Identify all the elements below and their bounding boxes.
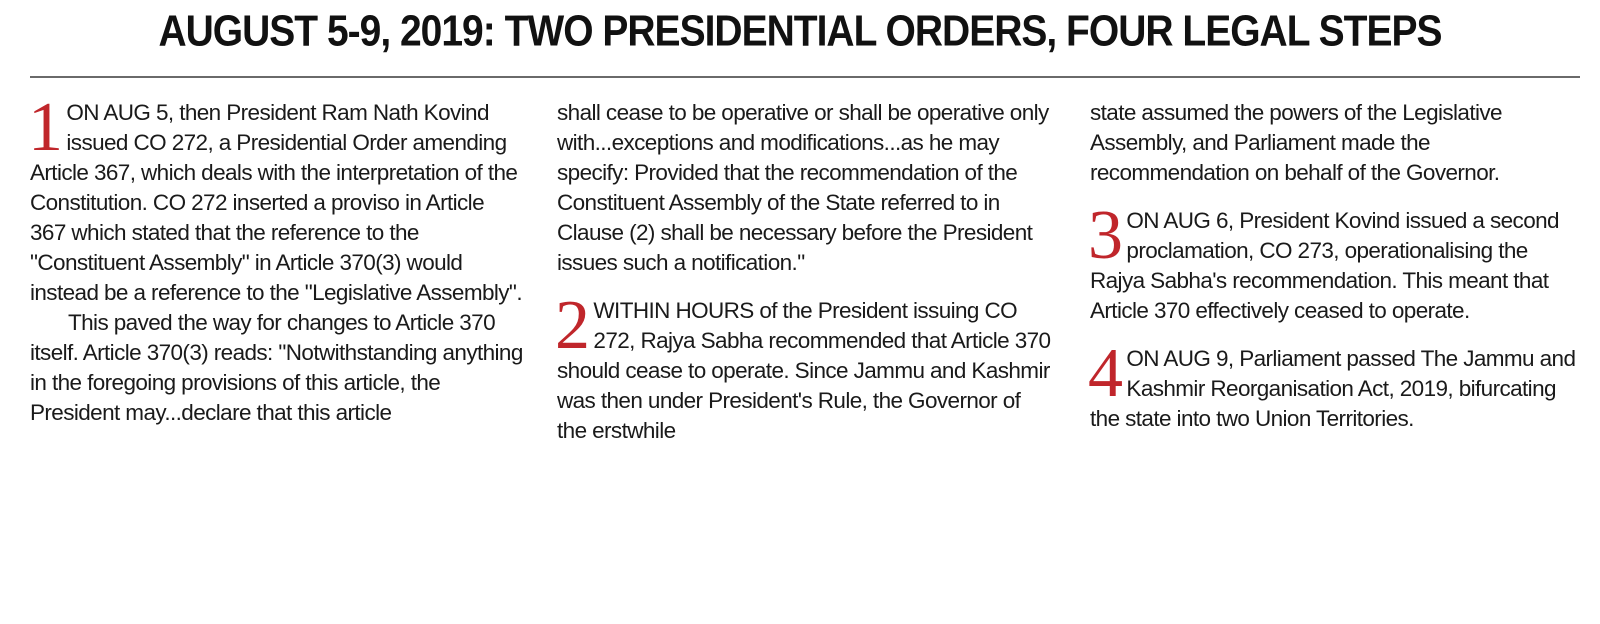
step-1-paragraph xyxy=(28,89,525,308)
headline: AUGUST 5-9, 2019: TWO PRESIDENTIAL ORDERS, FOUR LEGAL STEPS xyxy=(158,7,1442,56)
step-2-text: WITHIN HOURS of the President issuing CO 272, Rajya Sabha recommended that Article 370 should cease to operate. Since Jammu and Kashmir was then under President's Rule, the Governor of the erstwhile xyxy=(557,298,1051,443)
step-1-paragraph-2: This paved the way for changes to Article 370 itself. Article 370(3) reads: "Notwithstanding anything in the foregoing provisions of this article, the President may...declare that this article xyxy=(30,310,523,425)
step-4-number: 4 xyxy=(1088,335,1123,412)
step-4-paragraph xyxy=(1088,335,1585,434)
step-2-continuation: state assumed the powers of the Legislative Assembly, and Parliament made the recommendation on behalf of the Governor. xyxy=(1090,100,1502,185)
step-1-number: 1 xyxy=(28,89,63,166)
step-3-paragraph xyxy=(1088,197,1585,326)
step-2-paragraph xyxy=(555,287,1052,446)
step-2-number: 2 xyxy=(555,287,590,364)
step-4-text: ON AUG 9, Parliament passed The Jammu and Kashmir Reorganisation Act, 2019, bifurcating the state into two Union Territories. xyxy=(1090,346,1576,431)
column-3 xyxy=(1090,98,1585,434)
step-3-number: 3 xyxy=(1088,197,1123,274)
step-3-text: ON AUG 6, President Kovind issued a second proclamation, CO 273, operationalising the Rajya Sabha's recommendation. This meant that Article 370 effectively ceased to operate. xyxy=(1090,208,1559,323)
column-1 xyxy=(28,89,525,428)
step-1-text: ON AUG 5, then President Ram Nath Kovind issued CO 272, a Presidential Order amending Article 367, which deals with the interpretation of the Constitution. CO 272 inserted a proviso in Article 367 which stated that the reference to the "Constituent Assembly" in Article 370(3) would instead be a reference to the "Legislative Assembly". xyxy=(30,100,522,305)
divider xyxy=(30,76,1580,78)
step-1-continuation: shall cease to be operative or shall be operative only with...exceptions and modifications...as he may specify: Provided that the recommendation of the Constituent Assembly of the State referred to in Clause (2) shall be necessary before the President issues such a notification." xyxy=(557,100,1049,275)
column-2 xyxy=(557,98,1052,446)
